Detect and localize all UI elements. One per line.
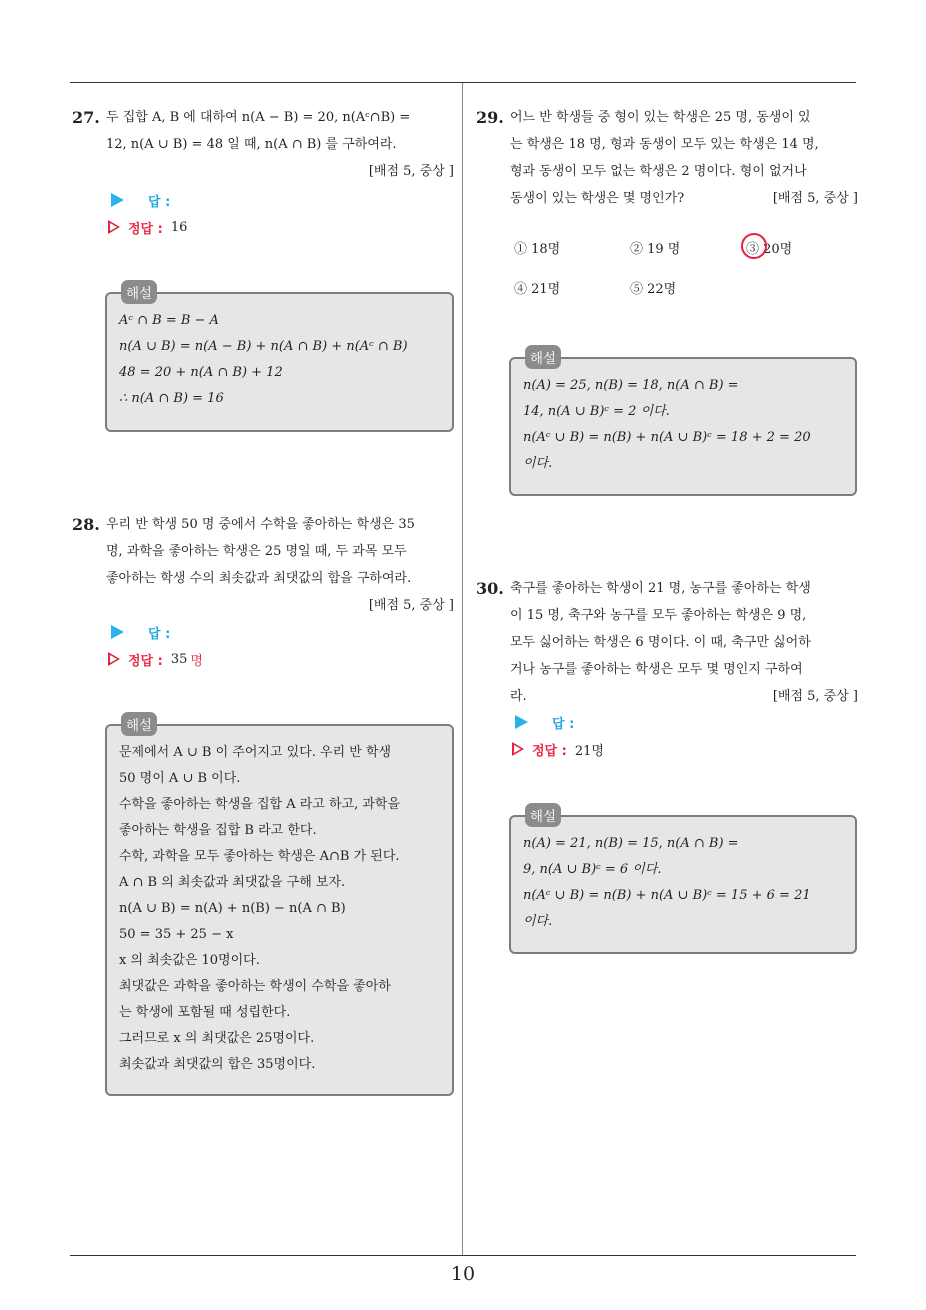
explanation-line: 최댓값은 과학을 좋아하는 학생이 수학을 좋아하 xyxy=(119,979,391,994)
problem-text-line: 모두 싫어하는 학생은 6 명이다. 이 때, 축구만 싫어하 xyxy=(510,635,811,650)
problem-text-line: 어느 반 학생들 중 형이 있는 학생은 25 명, 동생이 있 xyxy=(510,110,811,125)
answer-label: 답 : xyxy=(552,716,575,732)
problem-number: 28. xyxy=(72,515,100,534)
explanation-line: 14, n(A ∪ B)ᶜ = 2 이다. xyxy=(523,404,670,419)
explanation-line: 수학, 과학을 모두 좋아하는 학생은 A∩B 가 된다. xyxy=(119,849,400,864)
problem-text-line: 라. xyxy=(510,689,527,704)
column-divider xyxy=(462,83,463,1256)
problem-29 xyxy=(476,104,858,212)
explanation-line: 9, n(A ∪ B)ᶜ = 6 이다. xyxy=(523,862,662,877)
explanation-line: Aᶜ ∩ B = B − A xyxy=(119,313,219,328)
choice-5[interactable]: ⑤ 22명 xyxy=(630,282,677,297)
problem-number: 29. xyxy=(476,108,504,127)
explanation-line: n(Aᶜ ∪ B) = n(B) + n(A ∪ B)ᶜ = 18 + 2 = 20 xyxy=(523,430,811,445)
problem-text-line: 명, 과학을 좋아하는 학생은 25 명일 때, 두 과목 모두 xyxy=(106,544,407,559)
correct-answer-value: 21명 xyxy=(574,743,604,759)
explanation-line: ∴ n(A ∩ B) = 16 xyxy=(119,391,224,406)
explanation-box-30 xyxy=(509,809,857,954)
explanation-box-29 xyxy=(509,351,857,496)
explanation-line: 는 학생에 포함될 때 성립한다. xyxy=(119,1005,291,1020)
outline-triangle-icon xyxy=(512,742,524,756)
problem-text-line: 두 집합 A, B 에 대하여 n(A − B) = 20, n(Aᶜ∩B) = xyxy=(106,110,411,125)
problem-number: 30. xyxy=(476,579,504,598)
explanation-line: n(A ∪ B) = n(A − B) + n(A ∩ B) + n(Aᶜ ∩ B) xyxy=(119,339,408,354)
explanation-line: 이다. xyxy=(523,456,553,471)
explanation-line: 수학을 좋아하는 학생을 집합 A 라고 하고, 과학을 xyxy=(119,797,401,812)
problem-text-line: 거나 농구를 좋아하는 학생은 모두 몇 명인지 구하여 xyxy=(510,662,803,677)
score-difficulty: [배점 5, 중상 ] xyxy=(772,689,858,704)
problem-text-line: 좋아하는 학생 수의 최솟값과 최댓값의 합을 구하여라. xyxy=(106,571,412,586)
problem-text-line: 우리 반 학생 50 명 중에서 수학을 좋아하는 학생은 35 xyxy=(106,517,415,532)
problem-text-line: 축구를 좋아하는 학생이 21 명, 농구를 좋아하는 학생 xyxy=(510,581,811,596)
page-number: 10 xyxy=(450,1263,476,1285)
problem-text-line: 는 학생은 18 명, 형과 동생이 모두 있는 학생은 14 명, xyxy=(510,137,819,152)
explanation-line: 이다. xyxy=(523,914,553,929)
choice-4[interactable]: ④ 21명 xyxy=(514,282,561,297)
problem-text-line: 12, n(A ∪ B) = 48 일 때, n(A ∩ B) 를 구하여라. xyxy=(106,137,397,152)
explanation-line: 좋아하는 학생을 집합 B 라고 한다. xyxy=(119,823,317,838)
choice-3-label: ③ 20명 xyxy=(746,242,793,257)
problem-27 xyxy=(72,104,454,185)
answer-block-28 xyxy=(108,618,203,672)
explanation-line: n(A ∪ B) = n(A) + n(B) − n(A ∩ B) xyxy=(119,901,346,916)
answer-label: 답 : xyxy=(148,194,171,210)
problem-text-line: 동생이 있는 학생은 몇 명인가? xyxy=(510,191,685,206)
explanation-line: 최솟값과 최댓값의 합은 35명이다. xyxy=(119,1057,316,1072)
problem-text-line: 이 15 명, 축구와 농구를 모두 좋아하는 학생은 9 명, xyxy=(510,608,807,623)
correct-answer-value: 16 xyxy=(170,219,188,235)
correct-answer-value: 35 xyxy=(170,651,188,667)
outline-triangle-icon xyxy=(108,652,120,666)
answer-label: 답 : xyxy=(148,626,171,642)
score-difficulty: [배점 5, 중상 ] xyxy=(772,191,858,206)
correct-answer-label: 정답 : xyxy=(128,221,163,237)
score-difficulty: [배점 5, 중상 ] xyxy=(368,164,454,179)
explanation-tag: 해설 xyxy=(121,280,157,304)
answer-block-30 xyxy=(512,708,604,762)
explanation-line: 50 = 35 + 25 − x xyxy=(119,927,234,942)
problem-number: 27. xyxy=(72,108,100,127)
play-icon xyxy=(111,193,124,207)
explanation-line: n(Aᶜ ∪ B) = n(B) + n(A ∪ B)ᶜ = 15 + 6 = 21 xyxy=(523,888,811,903)
score-difficulty: [배점 5, 중상 ] xyxy=(368,598,454,613)
explanation-tag: 해설 xyxy=(525,345,561,369)
explanation-tag: 해설 xyxy=(525,803,561,827)
explanation-line: 그러므로 x 의 최댓값은 25명이다. xyxy=(119,1031,315,1046)
explanation-line: A ∩ B 의 최솟값과 최댓값을 구해 보자. xyxy=(119,875,346,890)
play-icon xyxy=(111,625,124,639)
problem-text-line: 형과 동생이 모두 없는 학생은 2 명이다. 형이 없거나 xyxy=(510,164,807,179)
explanation-box-27 xyxy=(105,286,454,432)
problem-28 xyxy=(72,511,454,619)
choice-3[interactable] xyxy=(746,238,792,257)
bottom-rule xyxy=(70,1255,856,1256)
answer-block-27 xyxy=(108,186,187,240)
explanation-line: 문제에서 A ∪ B 이 주어지고 있다. 우리 반 학생 xyxy=(119,745,392,760)
outline-triangle-icon xyxy=(108,220,120,234)
explanation-line: n(A) = 21, n(B) = 15, n(A ∩ B) = xyxy=(523,836,739,851)
choice-1[interactable]: ① 18명 xyxy=(514,242,561,257)
problem-30 xyxy=(476,575,858,710)
selected-circle-icon xyxy=(741,233,767,259)
top-rule xyxy=(70,82,856,83)
explanation-tag: 해설 xyxy=(121,712,157,736)
explanation-box-28 xyxy=(105,718,454,1096)
correct-answer-unit: 명 xyxy=(190,653,203,669)
correct-answer-label: 정답 : xyxy=(128,653,163,669)
explanation-line: n(A) = 25, n(B) = 18, n(A ∩ B) = xyxy=(523,378,739,393)
explanation-line: x 의 최솟값은 10명이다. xyxy=(119,953,260,968)
choice-2[interactable]: ② 19 명 xyxy=(630,242,681,257)
correct-answer-label: 정답 : xyxy=(532,743,567,759)
explanation-line: 50 명이 A ∪ B 이다. xyxy=(119,771,241,786)
explanation-line: 48 = 20 + n(A ∩ B) + 12 xyxy=(119,365,283,380)
play-icon xyxy=(515,715,528,729)
